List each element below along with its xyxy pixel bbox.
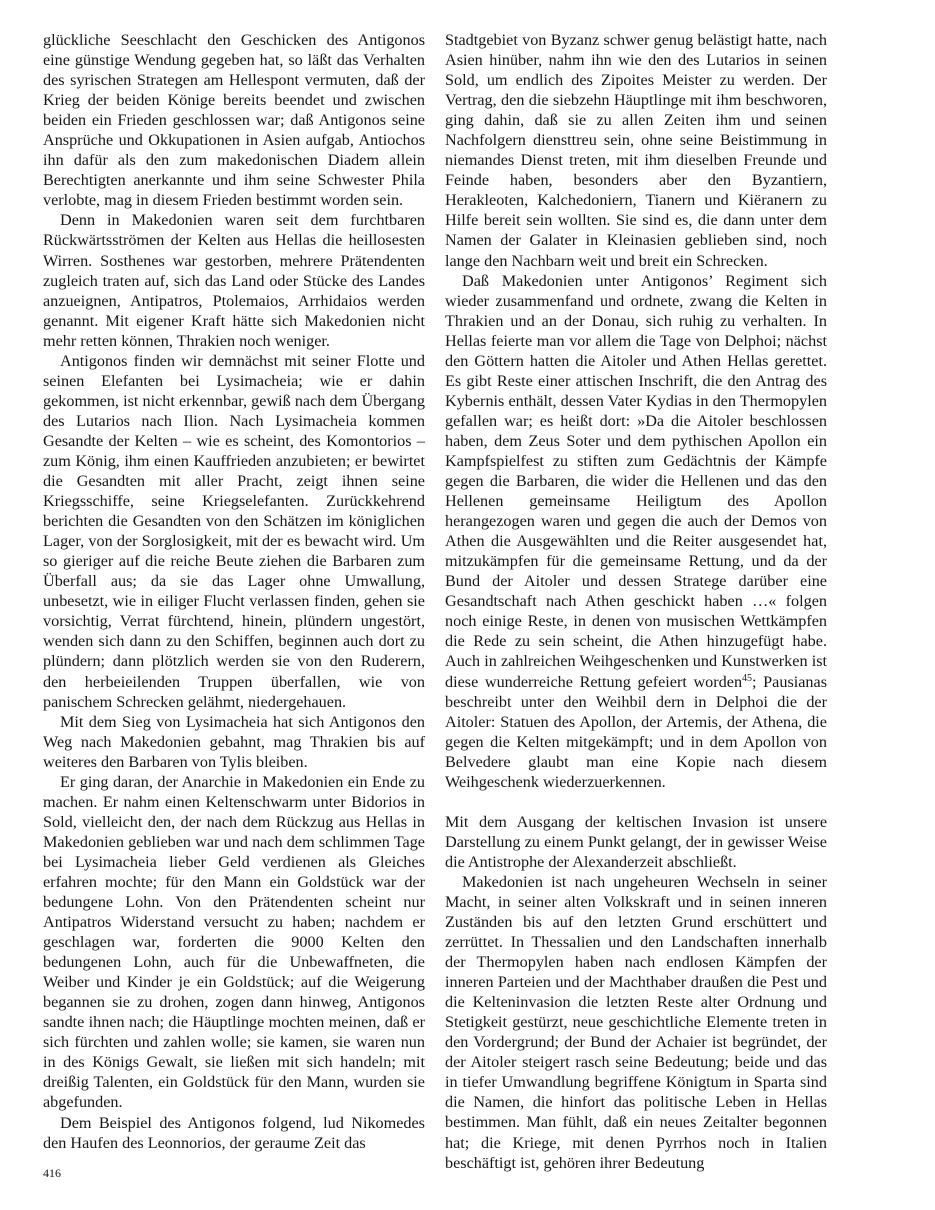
paragraph: Denn in Makedonien waren seit dem furchtbaren Rückwärtsströmen der Kelten aus Hellas die heillosesten Wirren. Sosthenes war gestorben, mehrere Prätendenten zugleich traten auf, sich das Land oder Stücke des Landes anzueignen, Antipatros, Ptolemaios, Arrhidaios werden genannt. Mit eigener Kraft hätte sich Makedonien nicht mehr retten können, Thrakien noch weniger. xyxy=(43,211,425,350)
left-column xyxy=(43,30,425,1153)
paragraph-text: Daß Makedonien unter Antigonos’ Regiment sich wieder zusammenfand und ordnete, zwang die Kelten in Thrakien und an der Donau, sich ruhig zu verhalten. In Hellas feierte man vor allem die Tage von Delphoi; nächst den Göttern hatten die Aitoler und Athen Hellas gerettet. Es gibt Reste einer attischen Inschrift, die den Antrag des Kybernis enthält, dessen Vater Kydias in den Thermopylen gefallen war; es heißt dort: »Da die Aitoler beschlossen haben, dem Zeus Soter und dem pythischen Apollon ein Kampfspielfest zu stiften zum Gedächtnis der Kämpfe gegen die Barbaren, die wider die Hellenen und das den Hellenen gemeinsame Heiligtum des Apollon herangezogen waren und gegen die auch der Demos von Athen die Ausgewählten und die Reiter ausgesendet hat, mitzukämpfen für die gemeinsame Rettung, und da der Bund der Aitoler und dessen Stratege darüber eine Gesandtschaft nach Athen geschickt haben …« folgen noch einige Reste, in denen von musischen Wettkämpfen die Rede zu sein scheint, die Athen hinzugefügt habe. Auch in zahlreichen Weihgeschenken und Kunstwerken ist diese wunderreiche Rettung gefeiert worden xyxy=(445,271,827,691)
right-column xyxy=(445,30,827,1173)
paragraph xyxy=(445,271,827,792)
paragraph: Stadtgebiet von Byzanz schwer genug belästigt hatte, nach Asien hinüber, nahm ihn wie den des Lutarios in seinen Sold, um endlich des Zipoites Meister zu werden. Der Vertrag, den die siebzehn Häuptlinge mit ihm beschworen, ging dahin, daß sie zu allen Zeiten ihm und seinen Nachfolgern diensttreu sein, ohne seine Beistimmung in niemandes Dienst treten, mit ihm dieselben Freunde und Feinde haben, besonders aber den Byzantiern, Herakleoten, Kalchedoniern, Tianern und Kiëranern zu Hilfe bereit sein wollten. Sie sind es, die dann unter dem Namen der Galater in Kleinasien geblieben sind, noch lange den Nachbarn weit und breit ein Schrecken. xyxy=(445,31,827,270)
paragraph: Mit dem Sieg von Lysimacheia hat sich Antigonos den Weg nach Makedonien gebahnt, mag Thrakien bis auf weiteres den Barbaren von Tylis bleiben. xyxy=(43,712,425,771)
paragraph: Dem Beispiel des Antigonos folgend, lud Nikomedes den Haufen des Leonnorios, der geraume Zeit das xyxy=(43,1113,425,1152)
paragraph: Er ging daran, der Anarchie in Makedonien ein Ende zu machen. Er nahm einen Keltenschwarm unter Bidorios in Sold, vielleicht den, der nach dem Rückzug aus Hellas in Makedonien geblieben war und nach dem schlimmen Tage bei Lysimacheia lieber Geld verdienen als Gleiches erfahren mochte; für den Mann ein Goldstück war der bedungene Lohn. Von den Prätendenten scheint nur Antipatros Widerstand versucht zu haben; nachdem er geschlagen war, forderten die 9000 Kelten den bedungenen Lohn, auch für die Unbewaffneten, die Weiber und Kinder je ein Goldstück; auf die Weigerung begannen sie zu drohen, zogen dann hinweg, Antigonos sandte ihnen nach; die Häuptlinge mochten meinen, daß er sich fürchten und zahlen wolle; sie kamen, sie waren nun in des Königs Gewalt, sie ließen mit sich handeln; mit dreißig Talenten, ein Goldstück für den Mann, wurden sie abgefunden. xyxy=(43,772,425,1112)
paragraph: Makedonien ist nach ungeheuren Wechseln in seiner Macht, in seiner alten Volkskraft und in seinen inneren Zuständen bis auf den letzten Grund erschüttert und zerrüttet. In Thessalien und den Landschaften innerhalb der Thermopylen haben nach endlosen Kämpfen der inneren Parteien und der Machthaber draußen die Pest und die Kelteninvasion die letzten Reste alter Ordnung und Stetigkeit gestürzt, neue geschichtliche Elemente treten in den Vordergrund; der Bund der Achaier ist begründet, der der Aitoler steigert rasch seine Bedeutung; beide und das in tiefer Umwandlung begriffene Königtum in Sparta sind die Namen, die hinfort das politische Leben in Hellas bestimmen. Man fühlt, daß ein neues Zeitalter begonnen hat; die Kriege, mit denen Pyrrhos noch in Italien beschäftigt ist, gehören ihrer Bedeutung xyxy=(445,872,827,1172)
paragraph: glückliche Seeschlacht den Geschicken des Antigonos eine günstige Wendung gegeben hat, so läßt das Verhalten des syrischen Strategen am Hellespont vermuten, daß der Krieg der beiden Könige bereits beendet und zwischen beiden ein Frieden geschlossen war; daß Antigonos seine Ansprüche und Okkupationen in Asien aufgab, Antiochos ihn dafür als den zum makedonischen Diadem allein Berechtigten anerkannte und ihm seine Schwester Phila verlobte, mag in diesem Frieden bestimmt worden sein. xyxy=(43,31,425,210)
paragraph-text: ; Pausianas beschreibt unter den Weihbil dern in Delphoi die der Aitoler: Statuen des Apollon, der Artemis, der Athena, die gegen die Kelten mitgekämpft; und in dem Apollon von Belvedere glaubt man eine Kopie nach diesem Weihgeschenk wiederzuerkennen. xyxy=(445,672,828,791)
footnote-marker[interactable]: 45 xyxy=(742,672,753,684)
paragraph: Antigonos finden wir demnächst mit seiner Flotte und seinen Elefanten bei Lysimacheia; wie er dahin gekommen, ist nicht erkennbar, gewiß nach dem Übergang des Lutarios nach Ilion. Nach Lysimacheia kommen Gesandte der Kelten – wie es scheint, des Komontorios – zum König, ihm einen Kauffrieden anzubieten; er bewirtet die Gesandten mit aller Pracht, zeigt ihnen seine Kriegsschiffe, seine Kriegselefanten. Zurückkehrend berichten die Gesandten von den Schätzen im königlichen Lager, von der Sorglosigkeit, mit der es bewacht wird. Um so gieriger auf die reiche Beute ziehen die Barbaren zum Überfall aus; da sie das Lager ohne Umwallung, unbesetzt, wie in eiliger Flucht verlassen finden, gehen sie vorsichtig, Verrat fürchtend, hinein, plündern ungestört, wenden sich dann zu den Schiffen, beginnen auch dort zu plündern; dann plötzlich werden sie von den Ruderern, den herbeieilenden Truppen überfallen, wie von panischem Schrecken gelähmt, niedergehauen. xyxy=(43,351,425,711)
paragraph: Mit dem Ausgang der keltischen Invasion ist unsere Darstellung zu einem Punkt gelangt, der in gewisser Weise die Antistrophe der Alexanderzeit abschließt. xyxy=(445,812,827,871)
page-number: 416 xyxy=(43,1166,61,1180)
